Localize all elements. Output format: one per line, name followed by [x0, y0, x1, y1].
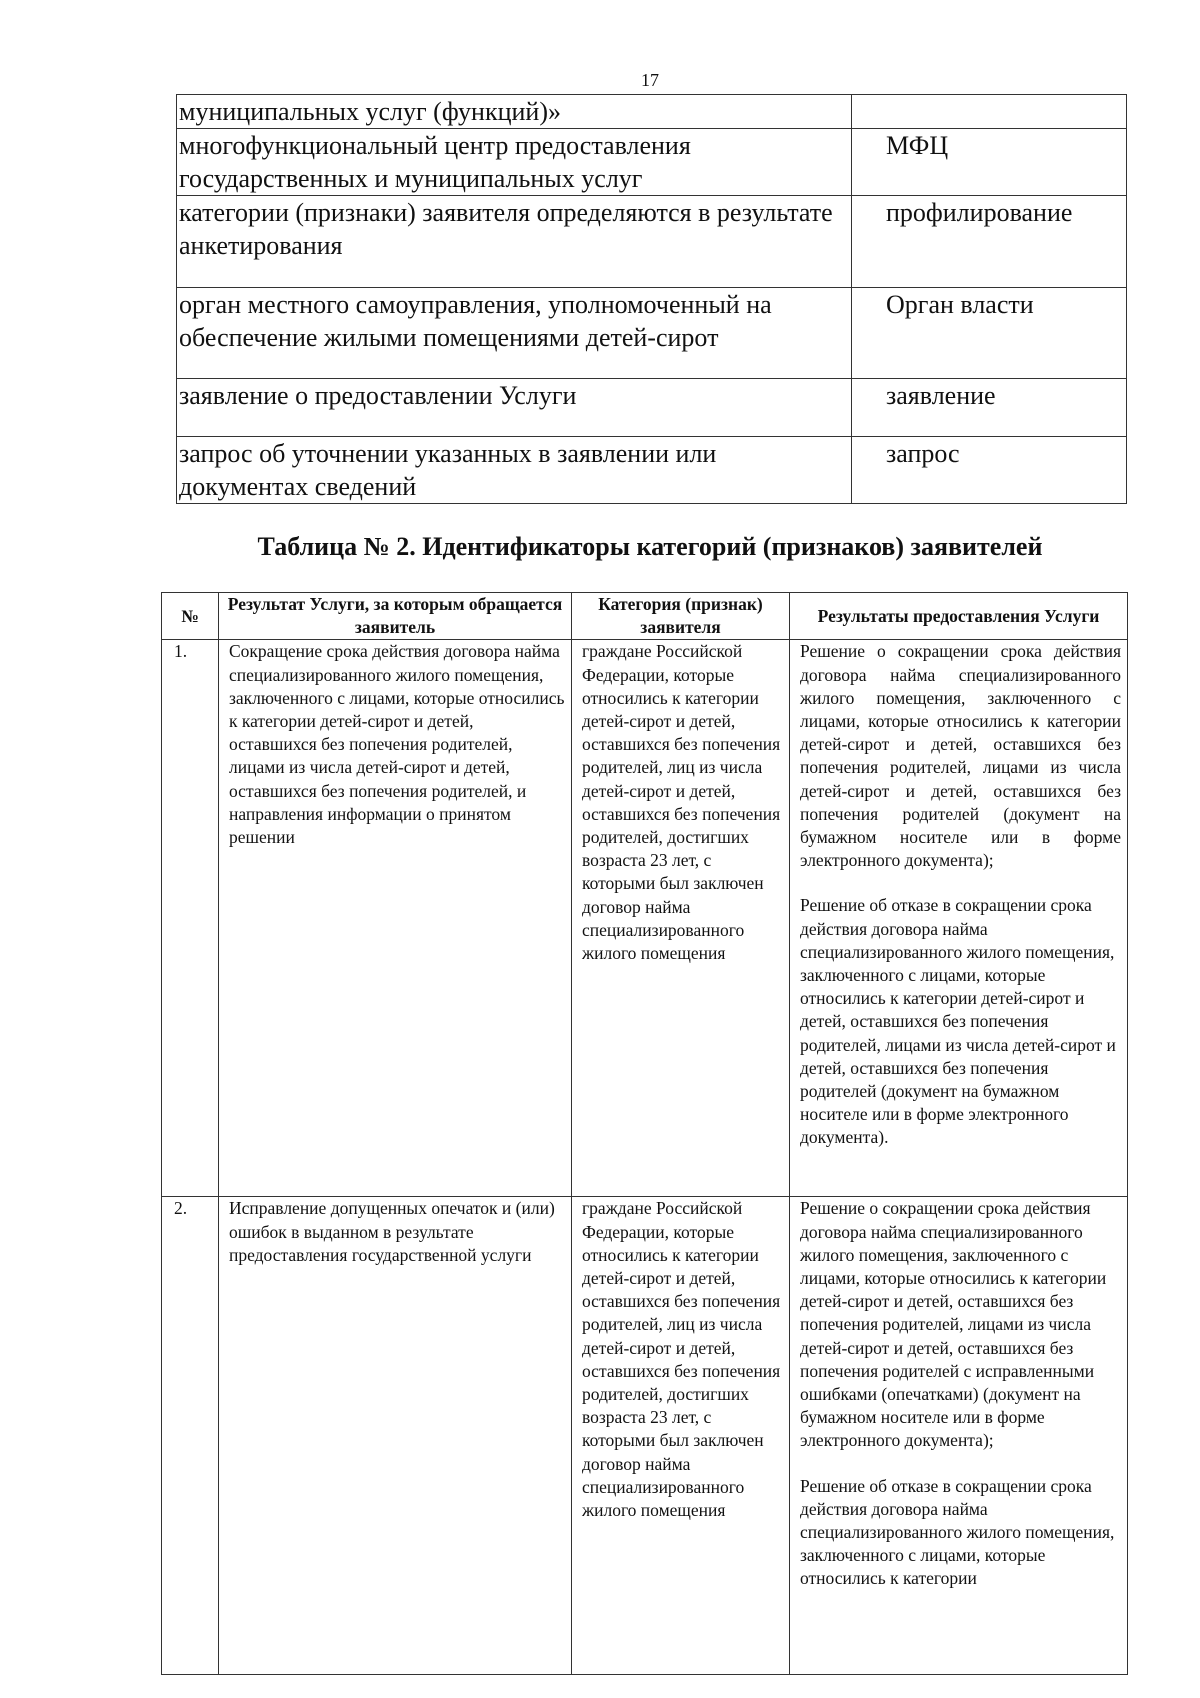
- abbr-cell: заявление: [852, 379, 1127, 437]
- result-cell: Сокращение срока действия договора найма специализированного жилого помещения, заключенного с лицами, которые относились к категории детей-сирот и детей, оставшихся без попечения родителей, лицами из числа детей-сирот и детей, оставшихся без попечения родителей, и направления информации о принятом решении: [219, 640, 572, 1197]
- abbr-cell: профилирование: [852, 196, 1127, 288]
- term-cell: многофункциональный центр предоставления государственных и муниципальных услуг: [177, 129, 852, 196]
- abbreviations-table: [176, 94, 1127, 504]
- term-cell: запрос об уточнении указанных в заявлении или документах сведений: [177, 437, 852, 504]
- abbr-cell: МФЦ: [852, 129, 1127, 196]
- outcome-decision: Решение о сокращении срока действия договора найма специализированного жилого помещения, заключенного с лицами, которые относились к категории детей-сирот и детей, оставшихся без попечения родителей, лицами из числа детей-сирот и детей, оставшихся без попечения родителей (документ на бумажном носителе или в форме электронного документа);: [800, 641, 1121, 871]
- result-cell: Исправление допущенных опечаток и (или) ошибок в выданном в результате предоставления государственной услуги: [219, 1197, 572, 1675]
- row-number: 1.: [162, 640, 219, 1197]
- table-title: Таблица № 2. Идентификаторы категорий (признаков) заявителей: [257, 532, 1043, 561]
- table-row: [177, 129, 1127, 196]
- table-row: [162, 640, 1128, 1197]
- outcome-cell: [790, 1197, 1128, 1675]
- outcome-refusal: Решение об отказе в сокращении срока действия договора найма специализированного жилого помещения, заключенного с лицами, которые относились к категории детей-сирот и детей, оставшихся без попечения родителей, лицами из числа детей-сирот и детей, оставшихся без попечения родителей (документ на бумажном носителе или в форме электронного документа).: [800, 895, 1116, 1148]
- category-cell: граждане Российской Федерации, которые относились к категории детей-сирот и детей, оставшихся без попечения родителей, лиц из числа детей-сирот и детей, оставшихся без попечения родителей, достигших возраста 23 лет, с которыми был заключен договор найма специализированного жилого помещения: [572, 640, 790, 1197]
- term-cell: муниципальных услуг (функций)»: [177, 95, 852, 129]
- page-number: 17: [641, 70, 659, 90]
- table-row: [177, 379, 1127, 437]
- term-cell: орган местного самоуправления, уполномоченный на обеспечение жилыми помещениями детей-сирот: [177, 288, 852, 379]
- abbr-cell: Орган власти: [852, 288, 1127, 379]
- header-row: [162, 593, 1128, 640]
- outcome-cell: [790, 640, 1128, 1197]
- abbr-cell: [852, 95, 1127, 129]
- abbr-cell: запрос: [852, 437, 1127, 504]
- term-cell: заявление о предоставлении Услуги: [177, 379, 852, 437]
- row-number: 2.: [162, 1197, 219, 1675]
- header-result: Результат Услуги, за которым обращается заявитель: [219, 593, 572, 640]
- category-cell: граждане Российской Федерации, которые относились к категории детей-сирот и детей, оставшихся без попечения родителей, лиц из числа детей-сирот и детей, оставшихся без попечения родителей, достигших возраста 23 лет, с которыми был заключен договор найма специализированного жилого помещения: [572, 1197, 790, 1675]
- header-category: Категория (признак) заявителя: [572, 593, 790, 640]
- table-row: [177, 288, 1127, 379]
- table-row: [177, 95, 1127, 129]
- header-outcome: Результаты предоставления Услуги: [790, 593, 1128, 640]
- outcome-decision: Решение о сокращении срока действия договора найма специализированного жилого помещения, заключенного с лицами, которые относились к категории детей-сирот и детей, оставшихся без попечения родителей, лицами из числа детей-сирот и детей, оставшихся без попечения родителей с исправленными ошибками (опечатками) (документ на бумажном носителе или в форме электронного документа);: [800, 1198, 1107, 1451]
- term-cell: категории (признаки) заявителя определяются в результате анкетирования: [177, 196, 852, 288]
- outcome-refusal: Решение об отказе в сокращении срока действия договора найма специализированного жилого помещения, заключенного с лицами, которые относились к категории: [800, 1475, 1115, 1589]
- header-num: №: [162, 593, 219, 640]
- categories-table: [161, 592, 1128, 1675]
- table-row: [177, 437, 1127, 504]
- table-row: [162, 1197, 1128, 1675]
- table-row: [177, 196, 1127, 288]
